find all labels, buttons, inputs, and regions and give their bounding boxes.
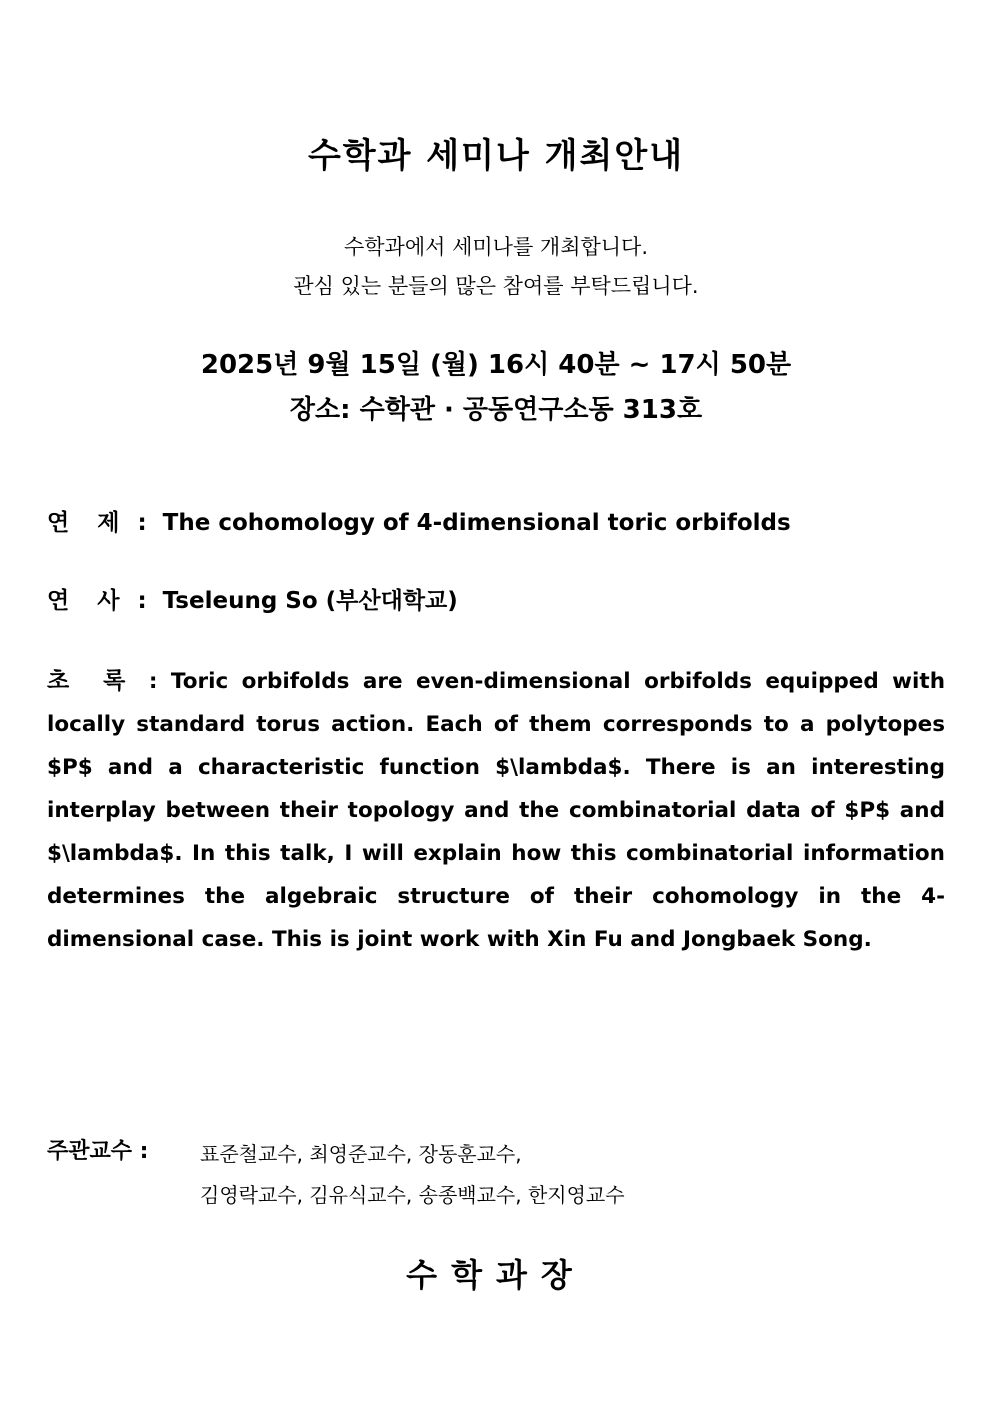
schedule-block bbox=[0, 343, 992, 433]
seminar-datetime: 2025년 9월 15일 (월) 16시 40분 ~ 17시 50분 bbox=[200, 350, 792, 380]
speaker-separator: : bbox=[129, 588, 155, 614]
intro-line-2: 관심 있는 분들의 많은 참여를 부탁드립니다. bbox=[293, 274, 699, 298]
topic-separator: : bbox=[129, 510, 155, 536]
speaker-label: 연 사 bbox=[47, 588, 130, 614]
organizers-label: 주관교수 : bbox=[47, 1139, 149, 1164]
organizers-list bbox=[200, 1134, 625, 1216]
intro-line-1: 수학과에서 세미나를 개최합니다. bbox=[343, 235, 649, 259]
organizers-line-1: 표준철교수, 최영준교수, 장동훈교수, bbox=[200, 1142, 522, 1166]
seminar-place: 장소: 수학관 · 공동연구소동 313호 bbox=[289, 395, 703, 425]
topic-row bbox=[47, 504, 945, 537]
topic-label: 연 제 bbox=[47, 510, 130, 536]
department-head-signature: 수학과장 bbox=[406, 1256, 586, 1294]
notice-title: 수학과 세미나 개최안내 bbox=[307, 136, 685, 176]
speaker-value: Tseleung So (부산대학교) bbox=[162, 588, 458, 614]
organizers-line-2: 김영락교수, 김유식교수, 송종백교수, 한지영교수 bbox=[200, 1183, 625, 1207]
intro-text bbox=[0, 228, 992, 306]
abstract-block bbox=[47, 660, 945, 961]
abstract-text: Toric orbifolds are even-dimensional orbifolds equipped with locally standard torus action. Each of them corresponds to a polytopes $P$ and a characteristic function $\lambda$. There is an interesting interplay between their topology and the combinatorial data of $P$ and $\lambda$. In this talk, I will explain how this combinatorial information determines the algebraic structure of their cohomology in the 4-dimensional case. This is joint work with Xin Fu and Jongbaek Song. bbox=[47, 669, 945, 952]
topic-value: The cohomology of 4-dimensional toric orbifolds bbox=[162, 510, 791, 536]
speaker-row bbox=[47, 582, 945, 615]
abstract-separator: : bbox=[135, 669, 171, 694]
abstract-label: 초 록 bbox=[47, 668, 136, 694]
